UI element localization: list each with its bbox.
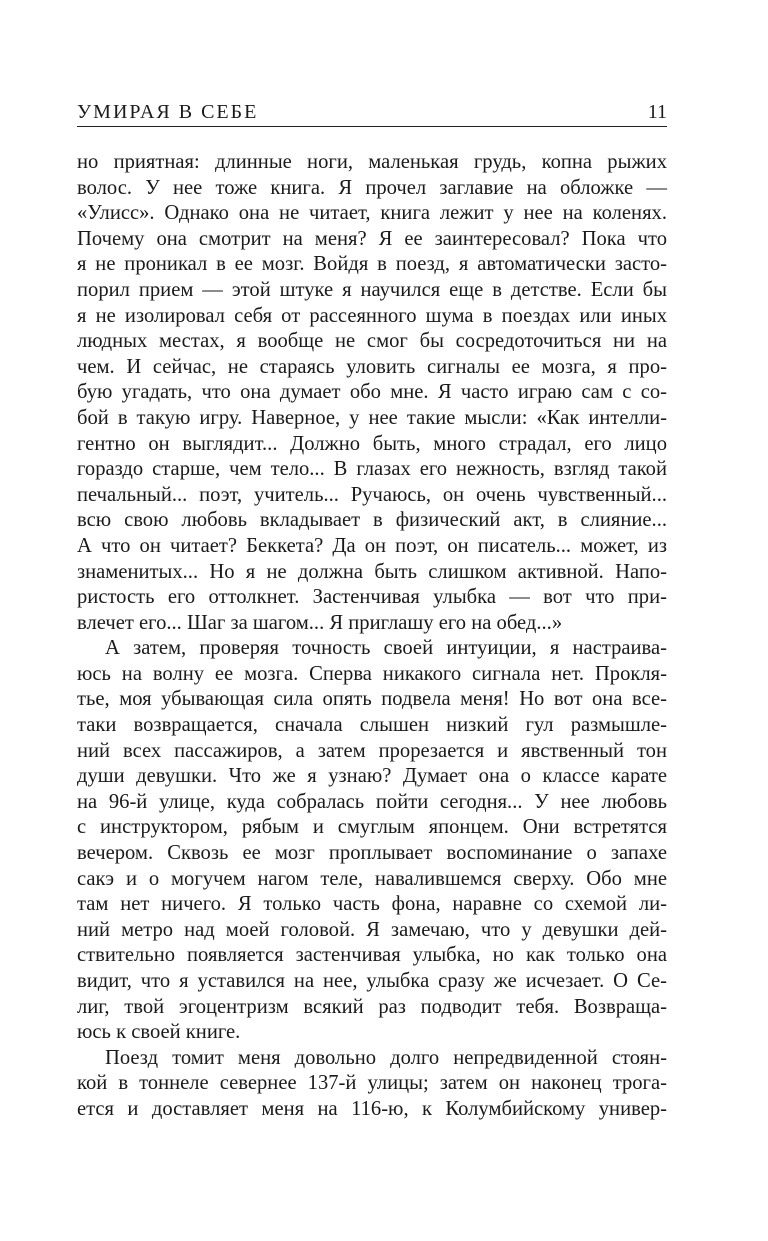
text-line: я не проникал в ее мозг. Войдя в поезд, я автоматически засто-	[77, 253, 667, 276]
text-line: порил прием — этой штуке я научился еще в детстве. Если бы	[77, 278, 667, 301]
text-line: с инструктором, рябым и смуглым японцем. Они встретятся	[77, 816, 667, 839]
text-line: волос. У нее тоже книга. Я прочел заглавие на обложке —	[77, 176, 667, 199]
text-line: влечет его... Шаг за шагом... Я приглашу его на обед...»	[77, 611, 563, 634]
text-line: ствительно появляется застенчивая улыбка, но как только она	[77, 944, 667, 967]
text-line: А затем, проверяя точность своей интуиции, я настраива-	[105, 637, 667, 660]
text-line: юсь к своей книге.	[77, 1021, 241, 1044]
text-line: лиг, твой эгоцентризм всякий раз подводит тебя. Возвраща-	[77, 995, 667, 1018]
text-line: видит, что я уставился на нее, улыбка сразу же исчезает. О Се-	[77, 970, 667, 992]
text-line: людных местах, я вообще не смог бы сосредоточиться ни на	[77, 330, 667, 353]
text-line: всю свою любовь вкладывает в физический акт, в слияние...	[77, 509, 667, 532]
running-title: УМИРАЯ В СЕБЕ	[77, 101, 259, 123]
text-line: ристость его оттолкнет. Застенчивая улыбка — вот что при-	[77, 586, 667, 609]
body-text	[77, 150, 667, 1123]
text-line: гентно он выглядит... Должно быть, много страдал, его лицо	[77, 432, 667, 455]
paragraph	[77, 1046, 667, 1123]
text-line: чем. И сейчас, не стараясь уловить сигналы ее мозга, я про-	[77, 355, 667, 378]
text-line: юсь на волну ее мозга. Сперва никакого сигнала нет. Прокля-	[77, 662, 667, 685]
text-line: Поезд томит меня довольно долго непредвиденной стоян-	[105, 1046, 667, 1069]
text-line: я не изолировал себя от рассеянного шума в поездах или иных	[77, 304, 667, 327]
text-line: «Улисс». Однако она не читает, книга лежит у нее на коленях.	[77, 202, 667, 225]
text-line: Почему она смотрит на меня? Я ее заинтересовал? Пока что	[77, 227, 667, 250]
text-line: бую угадать, что она думает обо мне. Я часто играю сам с со-	[77, 381, 667, 404]
text-line: ется и доставляет меня на 116-ю, к Колумбийскому универ-	[77, 1097, 667, 1120]
text-line: бой в такую игру. Наверное, у нее такие мысли: «Как интелли-	[77, 406, 667, 429]
text-line: вечером. Сквозь ее мозг проплывает воспоминание о запахе	[77, 842, 667, 865]
text-line: там нет ничего. Я только часть фона, наравне со схемой ли-	[77, 893, 667, 916]
text-line: тье, моя убывающая сила опять подвела меня! Но вот она все-	[77, 688, 667, 711]
book-page	[77, 96, 667, 1123]
text-line: на 96-й улице, куда собралась пойти сегодня... У нее любовь	[77, 790, 667, 813]
paragraph	[77, 636, 667, 1046]
text-line: ний метро над моей головой. Я замечаю, что у девушки дей-	[77, 918, 667, 941]
text-line: но приятная: длинные ноги, маленькая грудь, копна рыжих	[77, 151, 667, 173]
running-head	[77, 96, 667, 127]
text-line: ний всех пассажиров, а затем прорезается и явственный тон	[77, 739, 667, 762]
text-line: гораздо старше, чем тело... В глазах его нежность, взгляд такой	[77, 458, 667, 481]
text-line: таки возвращается, сначала слышен низкий гул размышле-	[77, 714, 667, 737]
text-line: А что он читает? Беккета? Да он поэт, он писатель... может, из	[77, 534, 667, 557]
paragraph	[77, 150, 667, 636]
text-line: печальный... поэт, учитель... Ручаюсь, он очень чувственный...	[77, 483, 667, 506]
text-line: знаменитых... Но я не должна быть слишком активной. Напо-	[77, 560, 667, 583]
page-number: 11	[647, 101, 667, 123]
text-line: сакэ и о могучем нагом теле, навалившемся сверху. Обо мне	[77, 867, 667, 890]
text-line: кой в тоннеле севернее 137-й улицы; затем он наконец трога-	[77, 1072, 667, 1095]
text-line: души девушки. Что же я узнаю? Думает она о классе карате	[77, 765, 667, 788]
